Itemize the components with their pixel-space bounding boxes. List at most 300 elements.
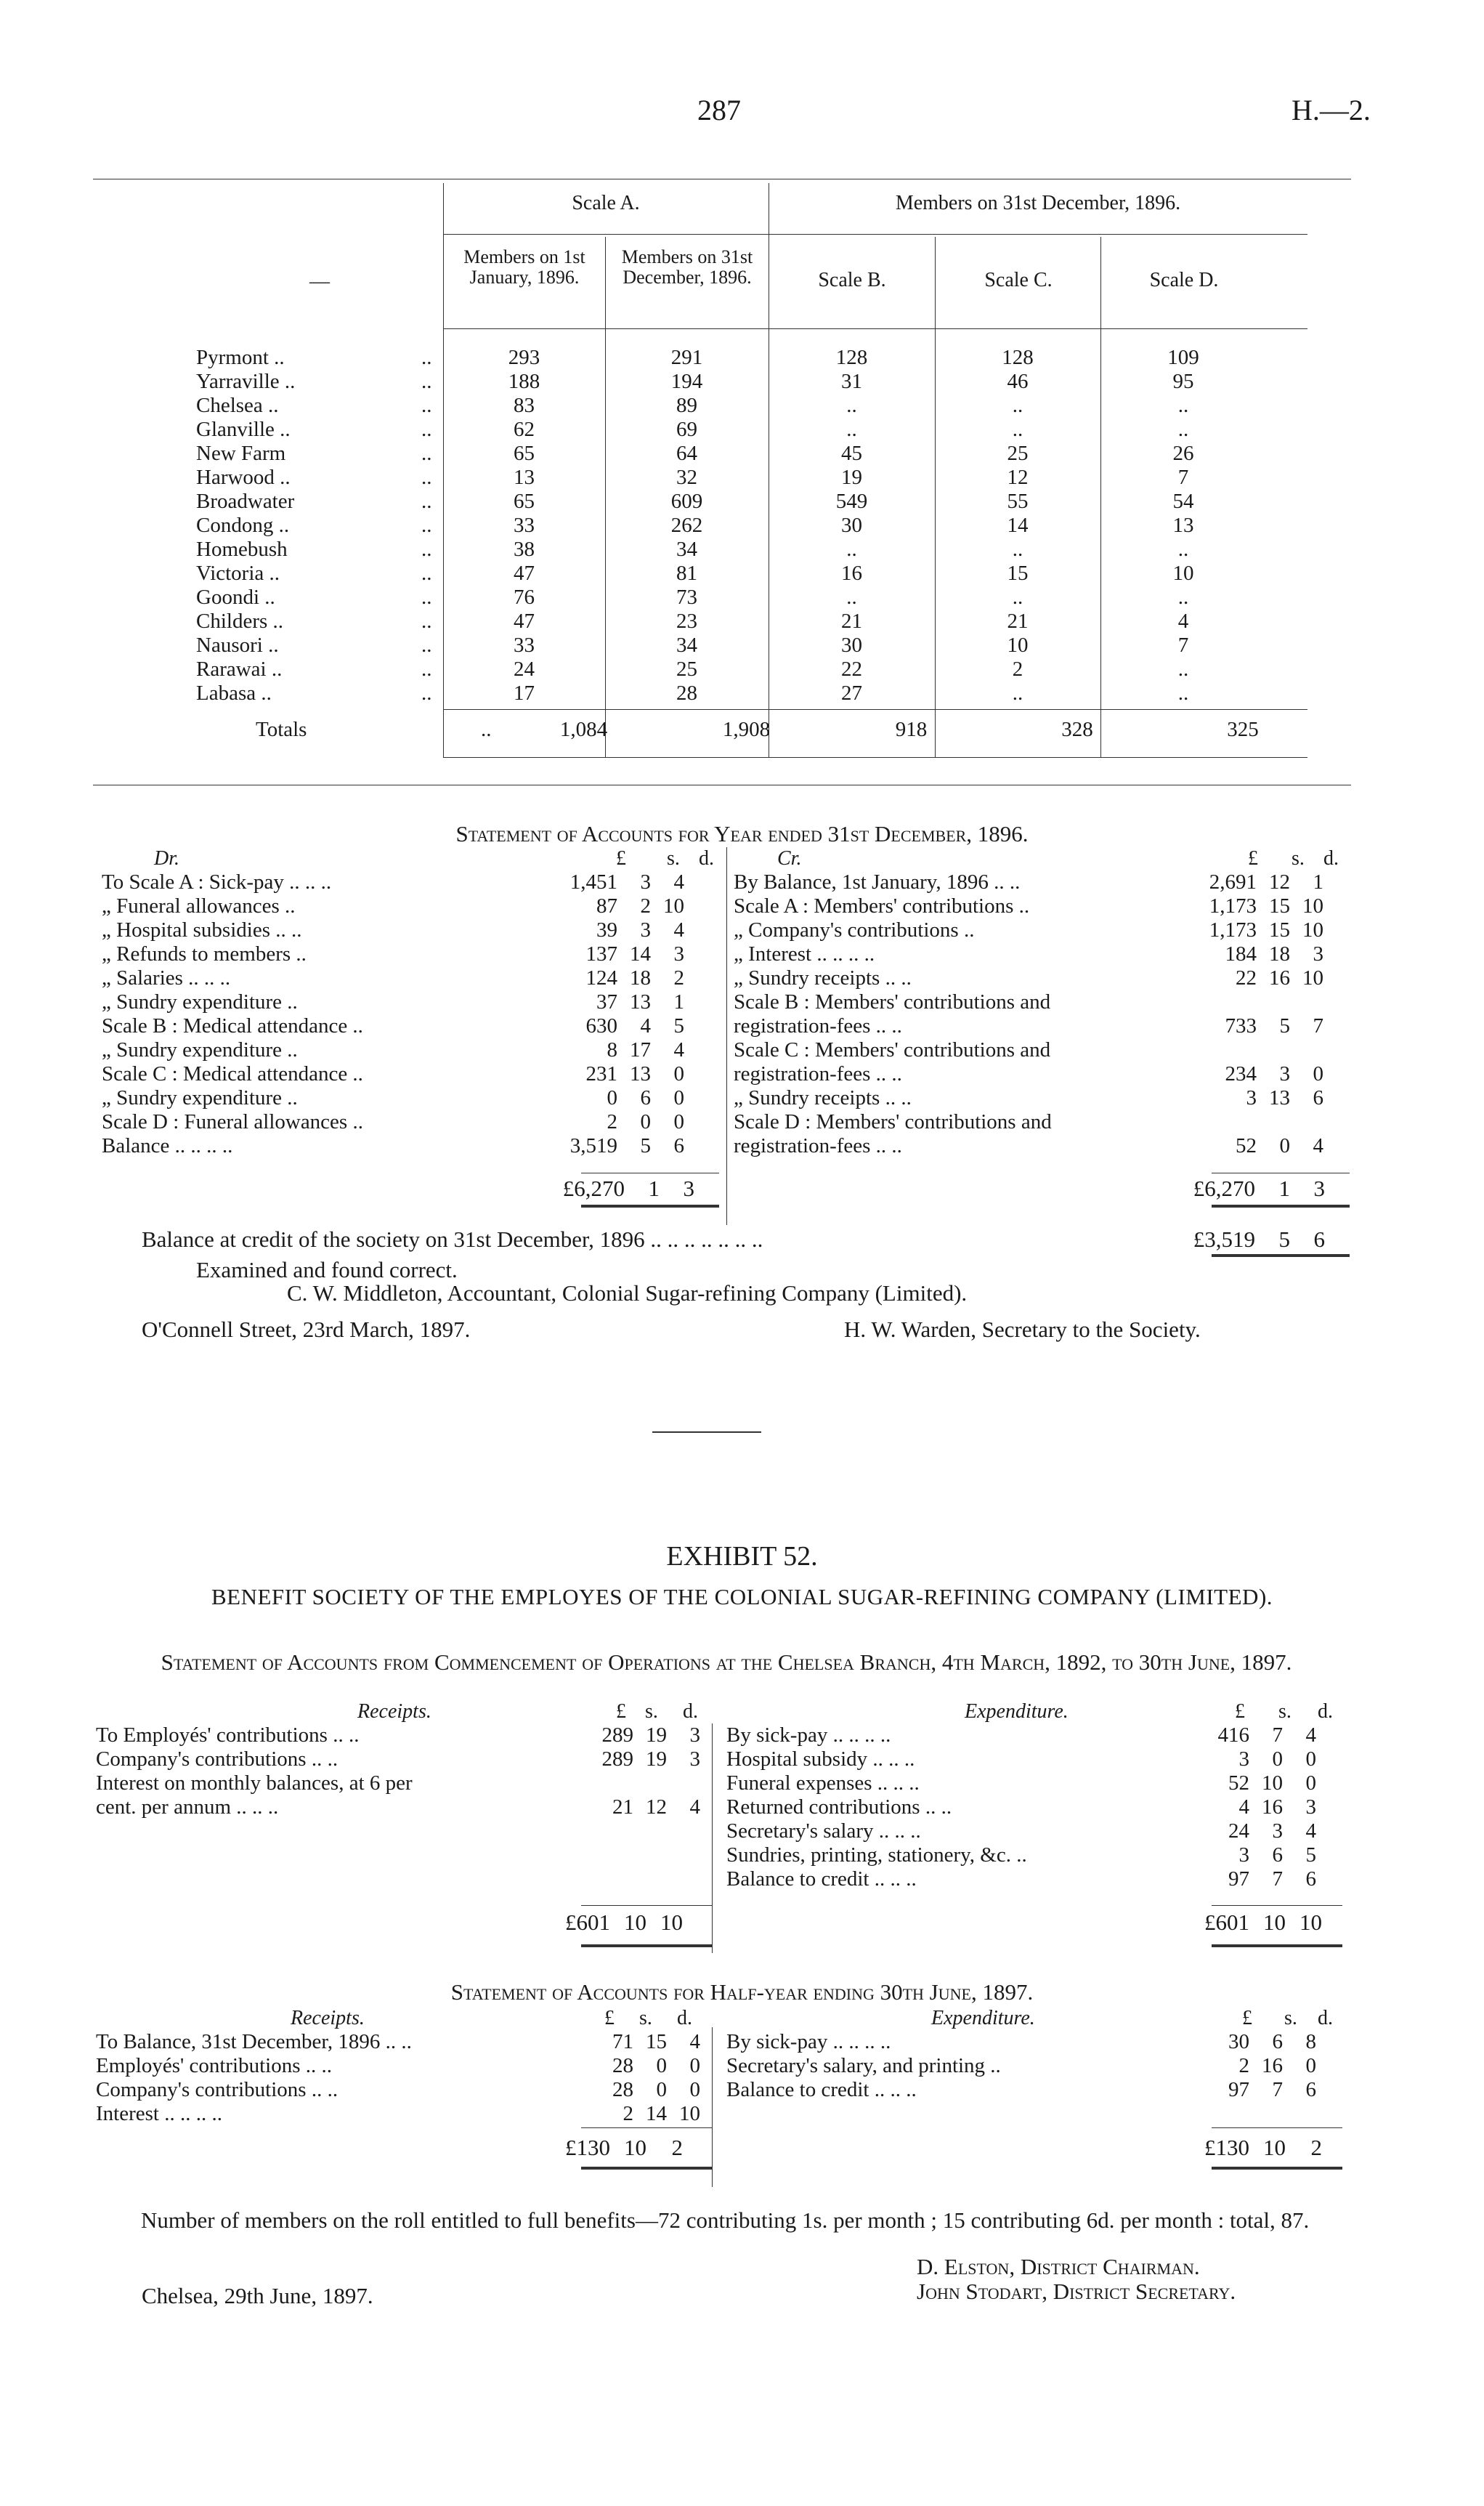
account-row (102, 1014, 684, 1038)
entry-pence: 5 (673, 1014, 684, 1038)
entry-pence (1290, 1038, 1323, 1062)
table-row (196, 346, 1266, 370)
total-pence: 2 (671, 2135, 683, 2160)
entry-pence: 1 (1313, 870, 1323, 894)
receipts-label: Receipts. (357, 1700, 431, 1723)
cell-a2: 73 (676, 586, 697, 609)
account-row (734, 1086, 1323, 1110)
cell-b: 31 (841, 370, 862, 393)
pence-header: d. (699, 847, 714, 870)
entry-pounds: 2,691 (1209, 870, 1257, 894)
entry-pounds: 1,173 (1209, 894, 1257, 918)
statement3-title: Statement of Accounts for Half-year ending 30th June, 1897. (450, 1979, 1034, 2005)
total-shillings: 10 (624, 1909, 646, 1935)
leader-dots: .. (421, 394, 432, 417)
entry-pounds: 733 (1225, 1014, 1257, 1038)
entry-pounds: 0 (607, 1086, 617, 1109)
entry-pounds: 184 (1225, 942, 1257, 966)
col-header-b: Scale B. (818, 269, 886, 291)
entry-pence: 0 (673, 1086, 684, 1109)
group-header-scale-a: Scale A. (572, 192, 640, 214)
balance-pence: 6 (1313, 1226, 1325, 1252)
entry-pounds: 124 (585, 966, 617, 990)
entry-pence (1290, 1110, 1323, 1134)
entry-pence: 4 (673, 870, 684, 894)
cell-b: 16 (841, 562, 862, 585)
total-pounds: £130 (565, 2135, 610, 2160)
cell-a2: 34 (676, 634, 697, 657)
cell-c: 55 (1007, 490, 1029, 513)
entry-pence: 4 (673, 1038, 684, 1062)
cell-a2: 34 (676, 538, 697, 561)
entry-pence: 3 (689, 1747, 700, 1771)
sum-rule (581, 1905, 712, 1906)
entry-pounds: 3 (1238, 1843, 1249, 1867)
entry-pounds: 2 (607, 1110, 617, 1133)
entry-pence: 0 (673, 1062, 684, 1086)
entry-label: „ Sundry expenditure .. (102, 1038, 298, 1062)
leader-dots: .. (421, 418, 432, 441)
exhibit-title: EXHIBIT 52. (666, 1541, 818, 1572)
double-rule (1212, 2167, 1342, 2170)
account-row (734, 894, 1323, 918)
entry-label: Scale C : Medical attendance .. (102, 1062, 363, 1086)
row-name: Broadwater (196, 490, 295, 513)
leader-dots: .. (421, 634, 432, 657)
account-row (726, 2030, 1316, 2054)
account-row (102, 1110, 684, 1134)
entry-shillings (633, 1771, 667, 1795)
entry-pounds: 3 (1246, 1086, 1257, 1109)
cell-a2: 89 (676, 394, 697, 417)
table-row (196, 442, 1266, 466)
pound-header: £ (616, 847, 626, 870)
entry-pence: 8 (1305, 2030, 1316, 2053)
leader-dots: .. (421, 538, 432, 561)
entry-shillings: 18 (1269, 942, 1290, 966)
credit-table (734, 870, 1323, 1158)
account-row (734, 1110, 1323, 1134)
entry-pounds: 416 (1217, 1723, 1249, 1747)
rule (443, 234, 1307, 235)
row-name: Rarawai .. (196, 658, 283, 681)
entry-shillings: 13 (1269, 1086, 1290, 1109)
sum-rule (1212, 1905, 1342, 1906)
entry-pence: 4 (689, 1795, 700, 1819)
footer-place-date: Chelsea, 29th June, 1897. (142, 2283, 373, 2308)
entry-pence: 6 (673, 1134, 684, 1157)
shilling-header: s. (639, 2007, 652, 2029)
double-rule (1212, 1944, 1342, 1947)
pence-header: d. (1323, 847, 1339, 870)
entry-pence: 4 (673, 918, 684, 942)
cell-a2: 25 (676, 658, 697, 681)
table-row (196, 418, 1266, 442)
entry-label: „ Hospital subsidies .. .. (102, 918, 302, 942)
cell-c: .. (1012, 682, 1023, 705)
accountant-signature: C. W. Middleton, Accountant, Colonial Sugar-refining Company (Limited). (287, 1280, 968, 1306)
total-pence: 2 (1310, 2135, 1322, 2160)
receipts-table (96, 2030, 700, 2126)
pound-header: £ (1235, 1700, 1245, 1723)
entry-pence: 3 (689, 1723, 700, 1747)
entry-label: Scale B : Medical attendance .. (102, 1014, 363, 1038)
account-row (726, 1747, 1316, 1771)
account-row (726, 1771, 1316, 1795)
cell-c: 25 (1007, 442, 1029, 465)
entry-pounds: 30 (1228, 2030, 1249, 2053)
cell-b: .. (846, 418, 857, 441)
entry-pence: 10 (1302, 966, 1323, 990)
account-row (734, 966, 1323, 990)
cell-c: .. (1012, 418, 1023, 441)
cell-c: 46 (1007, 370, 1029, 393)
totals-row (196, 718, 1326, 742)
entry-pounds: 231 (585, 1062, 617, 1086)
cell-d: 95 (1172, 370, 1194, 393)
cell-d: 7 (1177, 634, 1189, 657)
account-row (96, 1771, 700, 1795)
entry-label: registration-fees .. .. (734, 1134, 902, 1157)
table-row (196, 466, 1266, 490)
entry-shillings: 6 (1272, 1843, 1283, 1867)
total-pence: 3 (683, 1176, 694, 1201)
leader-dots: .. (421, 610, 432, 633)
entry-pence: 4 (689, 2030, 700, 2053)
entry-label: registration-fees .. .. (734, 1014, 902, 1038)
entry-pounds: 52 (1236, 1134, 1257, 1157)
double-rule (581, 1944, 712, 1947)
cell-a2: 194 (670, 370, 703, 393)
entry-label: Secretary's salary, and printing .. (726, 2054, 1001, 2077)
rule (443, 709, 1307, 710)
entry-pounds: 234 (1225, 1062, 1257, 1086)
col-divider (726, 847, 727, 1225)
total-pence: 3 (1313, 1176, 1325, 1201)
entry-pounds: 52 (1228, 1771, 1249, 1795)
pence-header: d. (1318, 2007, 1333, 2029)
leader-dots: .. (481, 718, 492, 741)
account-row (726, 1795, 1316, 1819)
entry-pounds: 87 (596, 894, 617, 918)
entry-pounds: 3 (1238, 1747, 1249, 1771)
leader-dots: .. (421, 490, 432, 513)
entry-pence: 6 (1305, 1867, 1316, 1891)
entry-pence: 0 (689, 2078, 700, 2101)
cell-c: .. (1012, 586, 1023, 609)
pound-header: £ (1248, 847, 1258, 870)
entry-pounds: 28 (612, 2054, 633, 2077)
total-a1: 1,084 (559, 718, 608, 741)
entry-shillings: 15 (1269, 894, 1290, 918)
table-row (196, 634, 1266, 658)
account-row (726, 1843, 1316, 1867)
exhibit-subtitle: BENEFIT SOCIETY OF THE EMPLOYES OF THE COLONIAL SUGAR-REFINING COMPANY (LIMITED). (211, 1584, 1273, 1609)
cell-b: 30 (841, 634, 862, 657)
entry-label: Scale A : Members' contributions .. (734, 894, 1030, 918)
entry-label: cent. per annum .. .. .. (96, 1795, 279, 1819)
total-c: 328 (1061, 718, 1093, 741)
account-row (734, 942, 1323, 966)
entry-pounds: 8 (607, 1038, 617, 1062)
row-name: Pyrmont .. (196, 346, 285, 369)
entry-pounds (1184, 990, 1257, 1014)
entry-label: „ Sundry receipts .. .. (734, 966, 912, 990)
cell-b: 45 (841, 442, 862, 465)
entry-shillings: 0 (1272, 1747, 1283, 1771)
total-shillings: 10 (624, 2135, 646, 2160)
entry-label: Returned contributions .. .. (726, 1795, 952, 1819)
table-row (196, 682, 1266, 706)
entry-label: Company's contributions .. .. (96, 2078, 338, 2101)
entry-pence: 7 (1313, 1014, 1323, 1038)
entry-shillings: 12 (646, 1795, 667, 1819)
entry-label: „ Funeral allowances .. (102, 894, 296, 918)
cell-a1: 47 (514, 562, 535, 585)
double-rule (1212, 1254, 1350, 1257)
cell-d: 7 (1177, 466, 1189, 489)
statement2-total (1177, 1911, 1322, 1934)
account-row (734, 1062, 1323, 1086)
total-pence: 10 (660, 1909, 683, 1935)
statement1-title: Statement of Accounts for Year ended 31st December, 1896. (455, 821, 1029, 846)
cell-a2: 23 (676, 610, 697, 633)
entry-pounds: 24 (1228, 1819, 1249, 1843)
entry-shillings (1257, 1038, 1290, 1062)
page-number: 287 (697, 94, 741, 126)
account-row (102, 990, 684, 1014)
double-rule (1212, 1205, 1350, 1208)
entry-pence (667, 1771, 700, 1795)
total-pounds: £601 (565, 1909, 610, 1935)
cell-d: 10 (1172, 562, 1194, 585)
pence-header: d. (1318, 1700, 1333, 1723)
cell-d: .. (1177, 394, 1189, 417)
entry-label: To Scale A : Sick-pay .. .. .. (102, 870, 332, 894)
account-row (102, 894, 684, 918)
entry-shillings: 7 (1272, 1723, 1283, 1747)
col-divider (712, 2027, 713, 2187)
entry-shillings: 16 (1262, 1795, 1283, 1819)
account-row (734, 990, 1323, 1014)
total-shillings: 1 (1278, 1176, 1290, 1201)
account-row (726, 2078, 1316, 2102)
cell-d: .. (1177, 658, 1189, 681)
entry-pence: 10 (679, 2102, 700, 2125)
entry-pounds: 289 (601, 1747, 633, 1771)
entry-shillings: 15 (1269, 918, 1290, 942)
entry-shillings (1257, 990, 1290, 1014)
entry-shillings: 7 (1272, 1867, 1283, 1891)
entry-pence: 10 (1302, 918, 1323, 942)
entry-pence: 2 (673, 966, 684, 990)
entry-pence: 10 (663, 894, 684, 918)
leader-dots: .. (421, 466, 432, 489)
row-name: Glanville .. (196, 418, 291, 441)
pence-header: d. (677, 2007, 692, 2029)
header-dash: — (309, 270, 330, 293)
entry-pence: 3 (673, 942, 684, 966)
account-row (102, 870, 684, 894)
account-row (96, 2102, 700, 2126)
table-row (196, 490, 1266, 514)
entry-shillings: 16 (1269, 966, 1290, 990)
account-row (96, 1723, 700, 1747)
cell-d: 26 (1172, 442, 1194, 465)
account-row (734, 1038, 1323, 1062)
row-name: Labasa .. (196, 682, 272, 705)
leader-dots: .. (421, 658, 432, 681)
cell-d: .. (1177, 682, 1189, 705)
col-header-c: Scale C. (984, 269, 1053, 291)
entry-pence: 4 (1313, 1134, 1323, 1157)
cell-a2: 609 (670, 490, 703, 513)
entry-label: „ Sundry expenditure .. (102, 1086, 298, 1109)
row-name: Yarraville .. (196, 370, 296, 393)
entry-pounds: 630 (585, 1014, 617, 1038)
entry-pounds: 39 (596, 918, 617, 942)
row-name: Homebush (196, 538, 288, 561)
entry-pounds: 37 (596, 990, 617, 1014)
table-row (196, 394, 1266, 418)
cell-a2: 81 (676, 562, 697, 585)
entry-shillings: 0 (656, 2078, 667, 2101)
table-row (196, 370, 1266, 394)
leader-dots: .. (421, 442, 432, 465)
entry-pence: 4 (1305, 1819, 1316, 1843)
expenditure-table (726, 2030, 1316, 2102)
entry-pence: 6 (1313, 1086, 1323, 1109)
row-name: New Farm (196, 442, 286, 465)
account-row (96, 2078, 700, 2102)
entry-shillings: 0 (640, 1110, 651, 1133)
cr-label: Cr. (777, 847, 802, 870)
col-divider (712, 1723, 713, 1953)
entry-shillings: 6 (640, 1086, 651, 1109)
debit-table (102, 870, 684, 1158)
total-shillings: 10 (1263, 1909, 1286, 1935)
cell-c: 2 (1012, 658, 1023, 681)
entry-shillings: 19 (646, 1723, 667, 1747)
rule (443, 757, 1307, 758)
total-b: 918 (895, 718, 928, 741)
account-row (96, 1795, 700, 1819)
cell-b: .. (846, 586, 857, 609)
entry-pence: 0 (1305, 2054, 1316, 2077)
pence-header: d. (683, 1700, 698, 1723)
entry-pounds: 137 (585, 942, 617, 966)
entry-label: „ Company's contributions .. (734, 918, 975, 942)
pound-header: £ (1242, 2007, 1252, 2029)
balance-line: Balance at credit of the society on 31st December, 1896 .. .. .. .. .. .. .. (142, 1226, 763, 1252)
entry-shillings: 0 (656, 2054, 667, 2077)
totals-label: Totals (256, 718, 307, 741)
entry-label: Interest .. .. .. .. (96, 2102, 222, 2125)
cell-d: .. (1177, 418, 1189, 441)
members-note: Number of members on the roll entitled to full benefits—72 contributing 1s. per month ; 15 contributing 6d. per month : total, 87. (141, 2207, 1310, 2233)
cell-d: 54 (1172, 490, 1194, 513)
page-reference: H.—2. (1292, 94, 1371, 126)
cell-a2: 69 (676, 418, 697, 441)
leader-dots: .. (421, 514, 432, 537)
cell-a1: 17 (514, 682, 535, 705)
table-row (196, 562, 1266, 586)
entry-shillings: 3 (640, 918, 651, 942)
cell-b: 128 (835, 346, 868, 369)
leader-dots: .. (421, 562, 432, 585)
entry-label: Secretary's salary .. .. .. (726, 1819, 921, 1843)
col-header-a1: Members on 1st January, 1896. (463, 246, 585, 288)
entry-pounds: 97 (1228, 2078, 1249, 2101)
pound-header: £ (604, 2007, 615, 2029)
account-row (102, 942, 684, 966)
entry-label: „ Sundry expenditure .. (102, 990, 298, 1014)
entry-pounds: 3,519 (569, 1134, 617, 1157)
entry-label: registration-fees .. .. (734, 1062, 902, 1086)
entry-pence: 1 (673, 990, 684, 1014)
entry-pounds: 2 (1238, 2054, 1249, 2077)
cell-a1: 62 (514, 418, 535, 441)
entry-pence: 5 (1305, 1843, 1316, 1867)
entry-pence: 4 (1305, 1723, 1316, 1747)
row-name: Goondi .. (196, 586, 275, 609)
entry-shillings: 5 (1279, 1014, 1290, 1038)
row-name: Nausori .. (196, 634, 279, 657)
entry-label: Company's contributions .. .. (96, 1747, 338, 1771)
entry-pounds (1184, 1038, 1257, 1062)
cell-c: 12 (1007, 466, 1029, 489)
entry-label: Funeral expenses .. .. .. (726, 1771, 920, 1795)
entry-label: „ Refunds to members .. (102, 942, 307, 966)
col-header-a2: Members on 31st December, 1896. (621, 246, 753, 288)
account-row (734, 1014, 1323, 1038)
account-row (726, 1867, 1316, 1891)
account-row (102, 1038, 684, 1062)
receipts-label: Receipts. (291, 2007, 365, 2029)
statement3-total (1177, 2136, 1322, 2159)
secretary-signature: H. W. Warden, Secretary to the Society. (844, 1317, 1201, 1342)
account-row (726, 2054, 1316, 2078)
double-rule (581, 2167, 712, 2170)
chairman-signature: D. Elston, District Chairman. (917, 2254, 1200, 2279)
members-table (196, 346, 1266, 706)
shilling-header: s. (645, 1700, 658, 1723)
cell-a2: 32 (676, 466, 697, 489)
entry-shillings: 19 (646, 1747, 667, 1771)
entry-label: Scale C : Members' contributions and (734, 1038, 1051, 1062)
row-name: Condong .. (196, 514, 290, 537)
account-row (734, 918, 1323, 942)
cell-a1: 83 (514, 394, 535, 417)
examined-text: Examined and found correct. (196, 1257, 458, 1282)
entry-shillings: 4 (640, 1014, 651, 1038)
entry-shillings: 2 (640, 894, 651, 918)
entry-pounds (1184, 1110, 1257, 1134)
statement2-total (538, 1911, 683, 1934)
account-row (102, 1062, 684, 1086)
entry-pence: 6 (1305, 2078, 1316, 2101)
double-rule (581, 1205, 719, 1208)
entry-pence: 0 (1313, 1062, 1323, 1086)
cell-b: 549 (835, 490, 868, 513)
entry-pounds: 97 (1228, 1867, 1249, 1891)
table-row (196, 658, 1266, 682)
cell-d: 109 (1167, 346, 1199, 369)
row-name: Victoria .. (196, 562, 280, 585)
statement1-place-date: O'Connell Street, 23rd March, 1897. (142, 1317, 471, 1342)
statement1-total (523, 1177, 719, 1200)
entry-shillings: 17 (630, 1038, 651, 1062)
